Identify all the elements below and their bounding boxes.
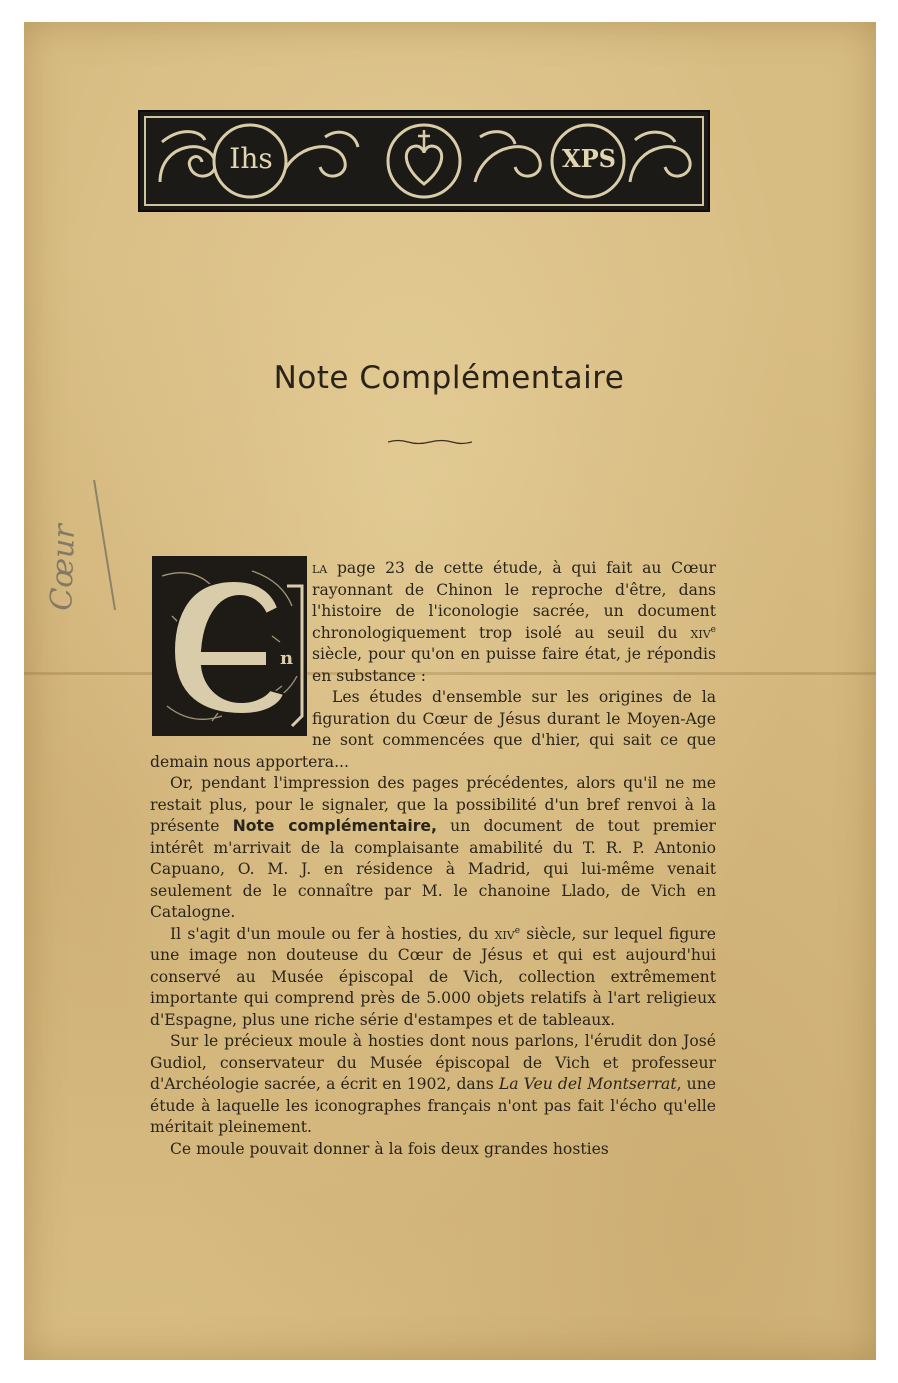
monogram-ihs: Ihs bbox=[229, 142, 273, 175]
bold-phrase: Note complémentaire, bbox=[232, 817, 437, 835]
paragraph-4: Il s'agit d'un moule ou fer à hosties, du xiv$^e$ siècle, sur lequel figure une image non douteuse du Cœur de Jésus et qui est aujourd'hui conservé au Musée épiscopal de Vich, collection extrêmement importante qui comprend près de 5.000 objets relatifs à l'art religieux d'Espagne, plus une riche série d'estampes et de tableaux. bbox=[150, 924, 716, 1029]
italic-title: La Veu del Montserrat bbox=[498, 1075, 677, 1093]
monogram-xps: XPS bbox=[562, 144, 616, 173]
paragraph-1: la page 23 de cette étude, à qui fait au Cœur rayonnant de Chinon le reproche d'être, dans l'histoire de l'iconologie sacrée, un document chronologiquement trop isolé au seuil du xiv$^e$ siècle, pour qu'on en puisse faire état, je répondis en substance : bbox=[312, 559, 716, 685]
header-banner bbox=[138, 110, 710, 212]
body-text bbox=[150, 558, 716, 1160]
paragraph-6: Ce moule pouvait donner à la fois deux grandes hosties bbox=[170, 1139, 609, 1158]
lead-word: la bbox=[312, 559, 328, 577]
paragraph-2: Les études d'ensemble sur les origines de la figuration du Cœur de Jésus durant le Moyen-Age ne sont commencées que d'hier, qui sait ce que demain nous apportera... bbox=[150, 688, 716, 771]
pencil-margin-note bbox=[30, 480, 120, 680]
dropcap-small-letter: n bbox=[280, 648, 294, 669]
page-title: Note Complémentaire bbox=[273, 360, 625, 396]
title-ornament bbox=[388, 439, 472, 445]
paragraph-3: Or, pendant l'impression des pages précédentes, alors qu'il ne me restait plus, pour le signaler, que la possibilité d'un bref renvoi à la présente Note complémentaire, un document de tout premier intérêt m'arrivait de la complaisante amabilité du T. R. P. Antonio Capuano, O. M. J. en résidence à Madrid, qui lui-même venait seulement de le connaître par M. le chanoine Llado, de Vich en Catalogne. bbox=[150, 774, 717, 921]
paragraph-5: Sur le précieux moule à hosties dont nous parlons, l'érudit don José Gudiol, conservateur du Musée épiscopal de Vich et professeur d'Archéologie sacrée, a écrit en 1902, dans La Veu del Montserrat, une étude à laquelle les iconographes français n'ont pas fait l'écho qu'elle méritait pleinement. bbox=[150, 1032, 716, 1136]
margin-note-text: Cœur bbox=[44, 523, 83, 612]
